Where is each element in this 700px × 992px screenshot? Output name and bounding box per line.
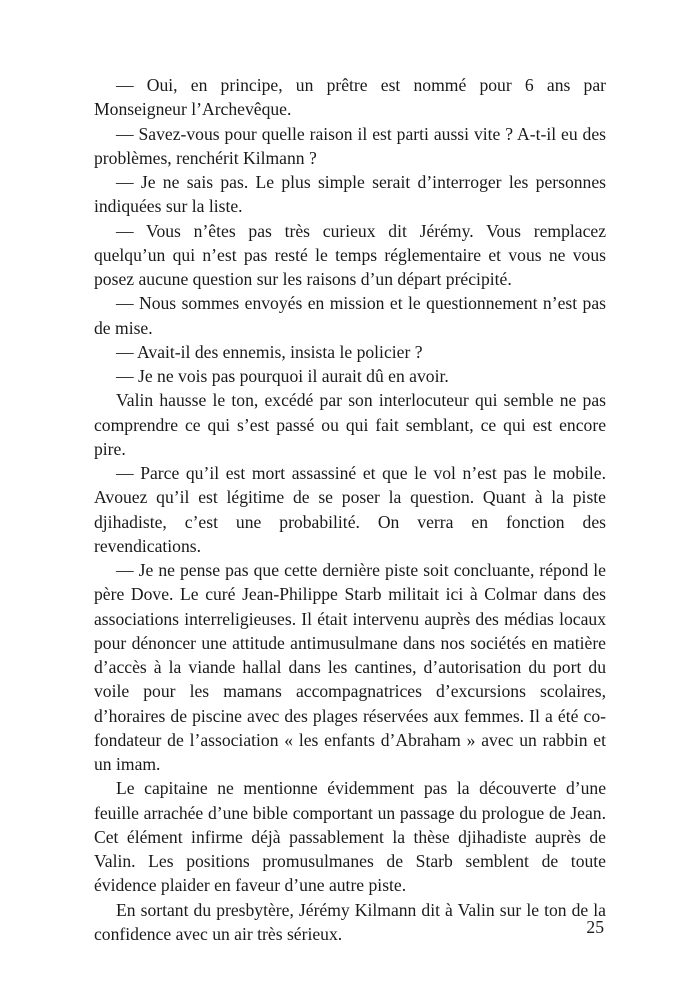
- paragraph-10: — Je ne pense pas que cette dernière piste soit concluante, répond le père Dove. Le curé Jean-Philippe Starb militait ici à Colmar dans des associations interreligieuses. Il était intervenu auprès des médias locaux pour dénoncer une attitude antimusulmane dans nos sociétés en matière d’accès à la viande hallal dans les cantines, d’autorisation du port du voile pour les mamans accompagnatrices d’excursions scolaires, d’horaires de piscine avec des plages réservées aux femmes. Il a été co-fondateur de l’association « les enfants d’Abraham » avec un rabbin et un imam.: [94, 560, 606, 774]
- paragraph-1: — Oui, en principe, un prêtre est nommé pour 6 ans par Monseigneur l’Archevêque.: [94, 75, 606, 120]
- paragraph-8: Valin hausse le ton, excédé par son interlocuteur qui semble ne pas comprendre ce qui s’est passé ou qui fait semblant, ce qui est encore pire.: [94, 390, 606, 459]
- paragraph-7: — Je ne vois pas pourquoi il aurait dû en avoir.: [116, 366, 449, 386]
- paragraph-5: — Nous sommes envoyés en mission et le questionnement n’est pas de mise.: [94, 293, 606, 338]
- paragraph-11: Le capitaine ne mentionne évidemment pas la découverte d’une feuille arrachée d’une bible comportant un passage du prologue de Jean. Cet élément infirme déjà passablement la thèse djihadiste auprès de Valin. Les positions promusulmanes de Starb semblent de toute évidence plaider en faveur d’une autre piste.: [94, 778, 606, 896]
- body-text: [94, 73, 606, 946]
- paragraph-6: — Avait-il des ennemis, insista le policier ?: [116, 341, 423, 362]
- paragraph-9: — Parce qu’il est mort assassiné et que le vol n’est pas le mobile. Avouez qu’il est légitime de se poser la question. Quant à la piste djihadiste, c’est une probabilité. On verra en fonction des revendications.: [94, 463, 606, 556]
- paragraph-4: — Vous n’êtes pas très curieux dit Jérémy. Vous remplacez quelqu’un qui n’est pas resté le temps réglementaire et vous ne vous posez aucune question sur les raisons d’un départ précipité.: [94, 220, 606, 289]
- paragraph-2: — Savez-vous pour quelle raison il est parti aussi vite ? A-t-il eu des problèmes, renchérit Kilmann ?: [94, 123, 606, 168]
- paragraph-3: — Je ne sais pas. Le plus simple serait d’interroger les personnes indiquées sur la liste.: [94, 172, 606, 217]
- page-number: 25: [586, 917, 604, 937]
- paragraph-12: En sortant du presbytère, Jérémy Kilmann dit à Valin sur le ton de la confidence avec un air très sérieux.: [94, 899, 606, 944]
